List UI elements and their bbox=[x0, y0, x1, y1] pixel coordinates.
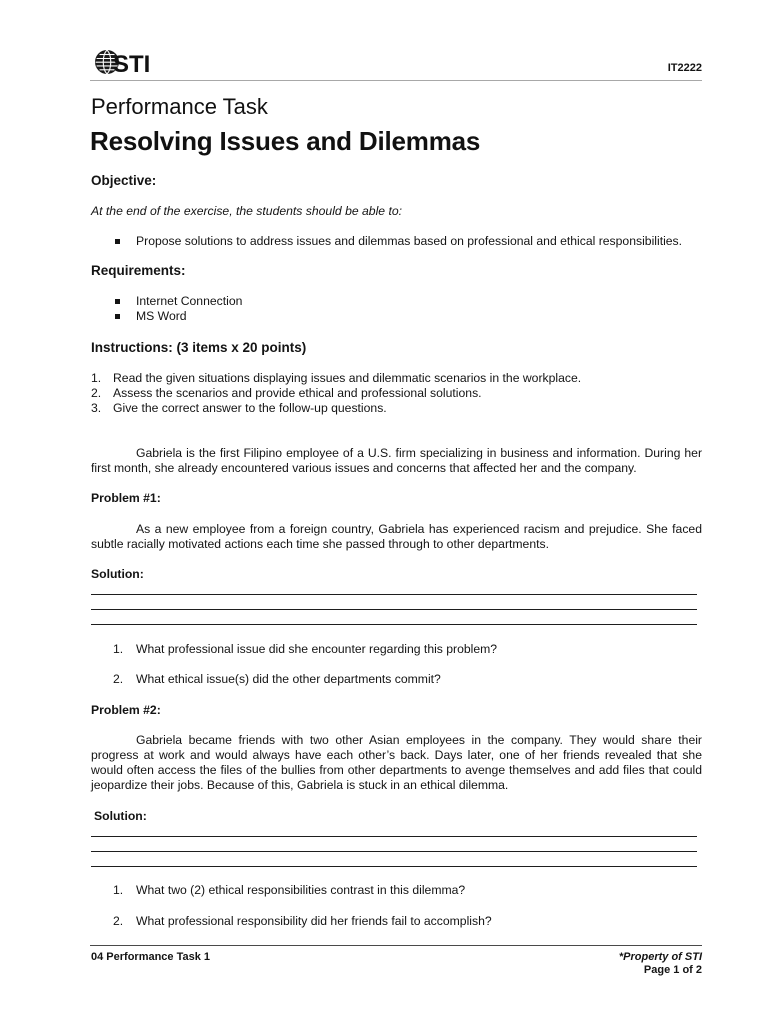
footer-property: *Property of STI bbox=[618, 951, 702, 963]
question-text: What ethical issue(s) did the other departments commit? bbox=[136, 672, 441, 686]
problem-paragraph bbox=[91, 733, 702, 793]
paragraph-line: jeopardize their jobs. Because of this, Gabriela is stuck in an ethical dilemma. bbox=[91, 778, 509, 792]
instruction-text: Read the given situations displaying issues and dilemmatic scenarios in the workplace. bbox=[113, 371, 582, 385]
question-number: 1. bbox=[113, 642, 124, 656]
answer-line bbox=[91, 594, 697, 595]
question-text: What professional issue did she encounter regarding this problem? bbox=[136, 642, 498, 656]
footer-page-number: Page 1 of 2 bbox=[643, 964, 702, 976]
question-number: 2. bbox=[113, 672, 124, 686]
answer-line bbox=[91, 609, 697, 610]
paragraph-line: Gabriela is the first Filipino employee of a U.S. firm specializing in business and information. During her bbox=[136, 446, 702, 460]
answer-line bbox=[91, 866, 697, 867]
objective-heading: Objective: bbox=[91, 173, 157, 188]
solution-label: Solution: bbox=[94, 809, 147, 823]
header-divider bbox=[90, 80, 702, 81]
logo-text: STI bbox=[113, 51, 151, 78]
answer-line bbox=[91, 836, 697, 837]
square-bullet-icon bbox=[115, 314, 120, 319]
objective-intro: At the end of the exercise, the students should be able to: bbox=[91, 204, 402, 218]
instructions-heading: Instructions: (3 items x 20 points) bbox=[91, 340, 307, 355]
square-bullet-icon bbox=[115, 299, 120, 304]
objective-item: Propose solutions to address issues and dilemmas based on professional and ethical responsibilities. bbox=[136, 234, 683, 248]
paragraph-line: subtle racially motivated actions each time she passed through to other departments. bbox=[91, 537, 549, 551]
page-title: Resolving Issues and Dilemmas bbox=[90, 126, 481, 156]
problem-heading: Problem #2: bbox=[91, 703, 161, 717]
question-text: What two (2) ethical responsibilities contrast in this dilemma? bbox=[136, 883, 466, 897]
instruction-number: 3. bbox=[91, 401, 102, 415]
requirement-item: Internet Connection bbox=[136, 294, 243, 308]
solution-label: Solution: bbox=[91, 567, 144, 581]
problem-heading: Problem #1: bbox=[91, 491, 161, 505]
footer-module: 04 Performance Task 1 bbox=[91, 951, 211, 963]
answer-line bbox=[91, 624, 697, 625]
instruction-text: Give the correct answer to the follow-up questions. bbox=[113, 401, 387, 415]
square-bullet-icon bbox=[115, 239, 120, 244]
instruction-number: 1. bbox=[91, 371, 102, 385]
paragraph-line: Gabriela became friends with two other Asian employees in the company. They would share their bbox=[136, 733, 702, 747]
question-number: 2. bbox=[113, 914, 124, 928]
instruction-text: Assess the scenarios and provide ethical and professional solutions. bbox=[113, 386, 482, 400]
requirements-heading: Requirements: bbox=[91, 263, 186, 278]
answer-line bbox=[91, 851, 697, 852]
course-code: IT2222 bbox=[667, 62, 702, 74]
paragraph-line: first month, she already encountered various issues and concerns that affected her and the company. bbox=[91, 461, 637, 475]
sti-logo bbox=[94, 46, 156, 78]
paragraph-line: progress at work and would always have each other’s back. Days later, one of her friends revealed that she bbox=[91, 748, 702, 762]
paragraph-line: As a new employee from a foreign country, Gabriela has experienced racism and prejudice. She faced bbox=[136, 522, 702, 536]
problem-paragraph bbox=[91, 522, 702, 552]
instruction-number: 2. bbox=[91, 386, 102, 400]
scenario-paragraph bbox=[91, 446, 702, 476]
question-number: 1. bbox=[113, 883, 124, 897]
footer-divider bbox=[90, 945, 702, 946]
paragraph-line: would often access the files of the bullies from other departments to avenge themselves and add files that could bbox=[91, 763, 702, 777]
requirement-item: MS Word bbox=[136, 309, 187, 323]
page-kicker: Performance Task bbox=[91, 94, 268, 119]
question-text: What professional responsibility did her friends fail to accomplish? bbox=[136, 914, 492, 928]
